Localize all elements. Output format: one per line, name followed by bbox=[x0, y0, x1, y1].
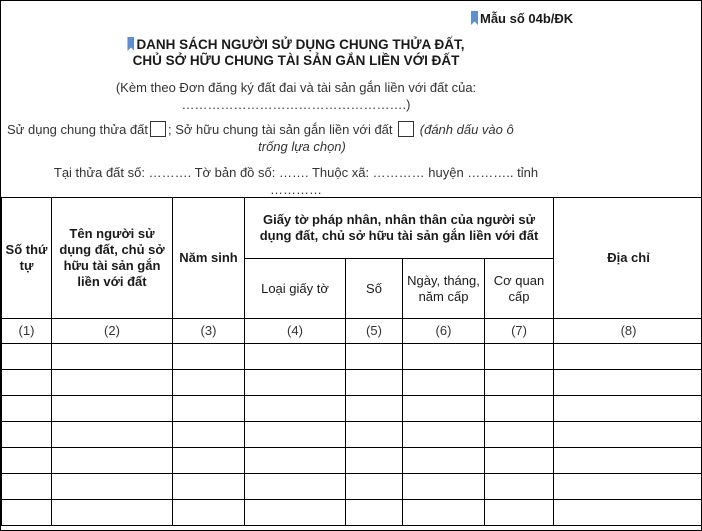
shared-ownership-label: ; Sở hữu chung tài sản gắn liền với đất bbox=[168, 122, 393, 137]
empty-cell[interactable] bbox=[2, 344, 52, 370]
attachment-note bbox=[1, 79, 591, 113]
title-line-2: CHỦ SỞ HỮU CHUNG TÀI SẢN GẮN LIỀN VỚI ĐẤT bbox=[132, 53, 460, 68]
bookmark-icon bbox=[127, 37, 134, 51]
column-number: (3) bbox=[173, 319, 245, 344]
empty-cell[interactable] bbox=[346, 474, 403, 500]
shared-ownership-checkbox[interactable] bbox=[398, 121, 414, 137]
header-issuer: Cơ quan cấp bbox=[485, 259, 554, 319]
column-number: (2) bbox=[52, 319, 173, 344]
empty-cell[interactable] bbox=[554, 396, 702, 422]
column-number-row bbox=[2, 319, 702, 344]
table-row bbox=[2, 474, 702, 500]
table-row bbox=[2, 500, 702, 526]
parcel-info bbox=[1, 164, 591, 198]
shared-land-use-checkbox[interactable] bbox=[150, 121, 166, 137]
usage-options bbox=[7, 121, 597, 155]
empty-cell[interactable] bbox=[485, 474, 554, 500]
empty-cell[interactable] bbox=[403, 422, 485, 448]
empty-cell[interactable] bbox=[346, 396, 403, 422]
empty-cell[interactable] bbox=[173, 474, 245, 500]
column-number: (6) bbox=[403, 319, 485, 344]
column-number: (4) bbox=[245, 319, 346, 344]
empty-cell[interactable] bbox=[245, 422, 346, 448]
empty-cell[interactable] bbox=[485, 370, 554, 396]
bookmark-icon bbox=[471, 11, 478, 25]
empty-cell[interactable] bbox=[346, 422, 403, 448]
header-no: Số thứ tự bbox=[2, 198, 52, 319]
empty-cell[interactable] bbox=[52, 370, 173, 396]
table-row bbox=[2, 344, 702, 370]
empty-cell[interactable] bbox=[173, 422, 245, 448]
header-name: Tên người sử dụng đất, chủ sở hữu tài sản gắn liền với đất bbox=[52, 198, 173, 319]
empty-cell[interactable] bbox=[245, 448, 346, 474]
empty-cell[interactable] bbox=[245, 396, 346, 422]
empty-cell[interactable] bbox=[485, 344, 554, 370]
empty-cell[interactable] bbox=[52, 422, 173, 448]
empty-cell[interactable] bbox=[173, 370, 245, 396]
empty-cell[interactable] bbox=[346, 344, 403, 370]
table-row bbox=[2, 422, 702, 448]
document-title bbox=[1, 37, 591, 69]
empty-cell[interactable] bbox=[346, 370, 403, 396]
attachment-line-1: (Kèm theo Đơn đăng ký đất đai và tài sản gắn liền với đất của: bbox=[115, 80, 477, 95]
shared-land-use-label: Sử dụng chung thửa đất bbox=[7, 122, 149, 137]
header-birth-year: Năm sinh bbox=[173, 198, 245, 319]
column-number: (7) bbox=[485, 319, 554, 344]
column-number: (8) bbox=[554, 319, 702, 344]
owners-table bbox=[1, 197, 702, 526]
empty-cell[interactable] bbox=[485, 500, 554, 526]
empty-cell[interactable] bbox=[52, 344, 173, 370]
empty-cell[interactable] bbox=[554, 344, 702, 370]
header-issue-date: Ngày, tháng, năm cấp bbox=[403, 259, 485, 319]
empty-cell[interactable] bbox=[245, 344, 346, 370]
table-row bbox=[2, 448, 702, 474]
empty-cell[interactable] bbox=[554, 422, 702, 448]
empty-cell[interactable] bbox=[485, 422, 554, 448]
column-number: (5) bbox=[346, 319, 403, 344]
header-paper-type: Loại giấy tờ bbox=[245, 259, 346, 319]
empty-cell[interactable] bbox=[245, 370, 346, 396]
empty-cell[interactable] bbox=[173, 396, 245, 422]
empty-cell[interactable] bbox=[2, 422, 52, 448]
empty-cell[interactable] bbox=[554, 474, 702, 500]
empty-cell[interactable] bbox=[52, 474, 173, 500]
parcel-line-2: ………… bbox=[270, 182, 322, 197]
empty-cell[interactable] bbox=[173, 500, 245, 526]
header-papers: Giấy tờ pháp nhân, nhân thân của người sử dụng đất, chủ sở hữu tài sản gắn liền với đất bbox=[245, 198, 554, 259]
empty-cell[interactable] bbox=[403, 396, 485, 422]
empty-cell[interactable] bbox=[403, 474, 485, 500]
empty-cell[interactable] bbox=[403, 448, 485, 474]
empty-cell[interactable] bbox=[245, 474, 346, 500]
checkbox-hint: (đánh dấu vào ô bbox=[419, 122, 514, 137]
empty-cell[interactable] bbox=[52, 448, 173, 474]
empty-cell[interactable] bbox=[554, 370, 702, 396]
empty-cell[interactable] bbox=[52, 396, 173, 422]
header-paper-no: Số bbox=[346, 259, 403, 319]
header-address: Địa chỉ bbox=[554, 198, 702, 319]
table-row bbox=[2, 396, 702, 422]
empty-cell[interactable] bbox=[346, 448, 403, 474]
empty-cell[interactable] bbox=[485, 448, 554, 474]
empty-cell[interactable] bbox=[173, 448, 245, 474]
title-line-1: DANH SÁCH NGƯỜI SỬ DỤNG CHUNG THỬA ĐẤT, bbox=[136, 37, 465, 52]
empty-cell[interactable] bbox=[2, 500, 52, 526]
empty-cell[interactable] bbox=[52, 500, 173, 526]
checkbox-hint-cont: trống lựa chọn) bbox=[258, 139, 346, 154]
empty-cell[interactable] bbox=[403, 500, 485, 526]
empty-cell[interactable] bbox=[485, 396, 554, 422]
empty-cell[interactable] bbox=[245, 500, 346, 526]
empty-cell[interactable] bbox=[403, 344, 485, 370]
empty-cell[interactable] bbox=[173, 344, 245, 370]
empty-cell[interactable] bbox=[346, 500, 403, 526]
form-number: Mẫu số 04b/ĐK bbox=[471, 11, 573, 26]
empty-cell[interactable] bbox=[2, 474, 52, 500]
empty-cell[interactable] bbox=[554, 500, 702, 526]
empty-cell[interactable] bbox=[403, 370, 485, 396]
empty-cell[interactable] bbox=[2, 396, 52, 422]
parcel-line-1: Tại thửa đất số: ………. Tờ bản đồ số: ……. Thuộc xã: ………… huyện ……….. tỉnh bbox=[53, 165, 539, 180]
table-row bbox=[2, 370, 702, 396]
empty-cell[interactable] bbox=[2, 448, 52, 474]
empty-cell[interactable] bbox=[554, 448, 702, 474]
column-number: (1) bbox=[2, 319, 52, 344]
attachment-line-2: …………………………………………….) bbox=[181, 97, 411, 112]
empty-cell[interactable] bbox=[2, 370, 52, 396]
